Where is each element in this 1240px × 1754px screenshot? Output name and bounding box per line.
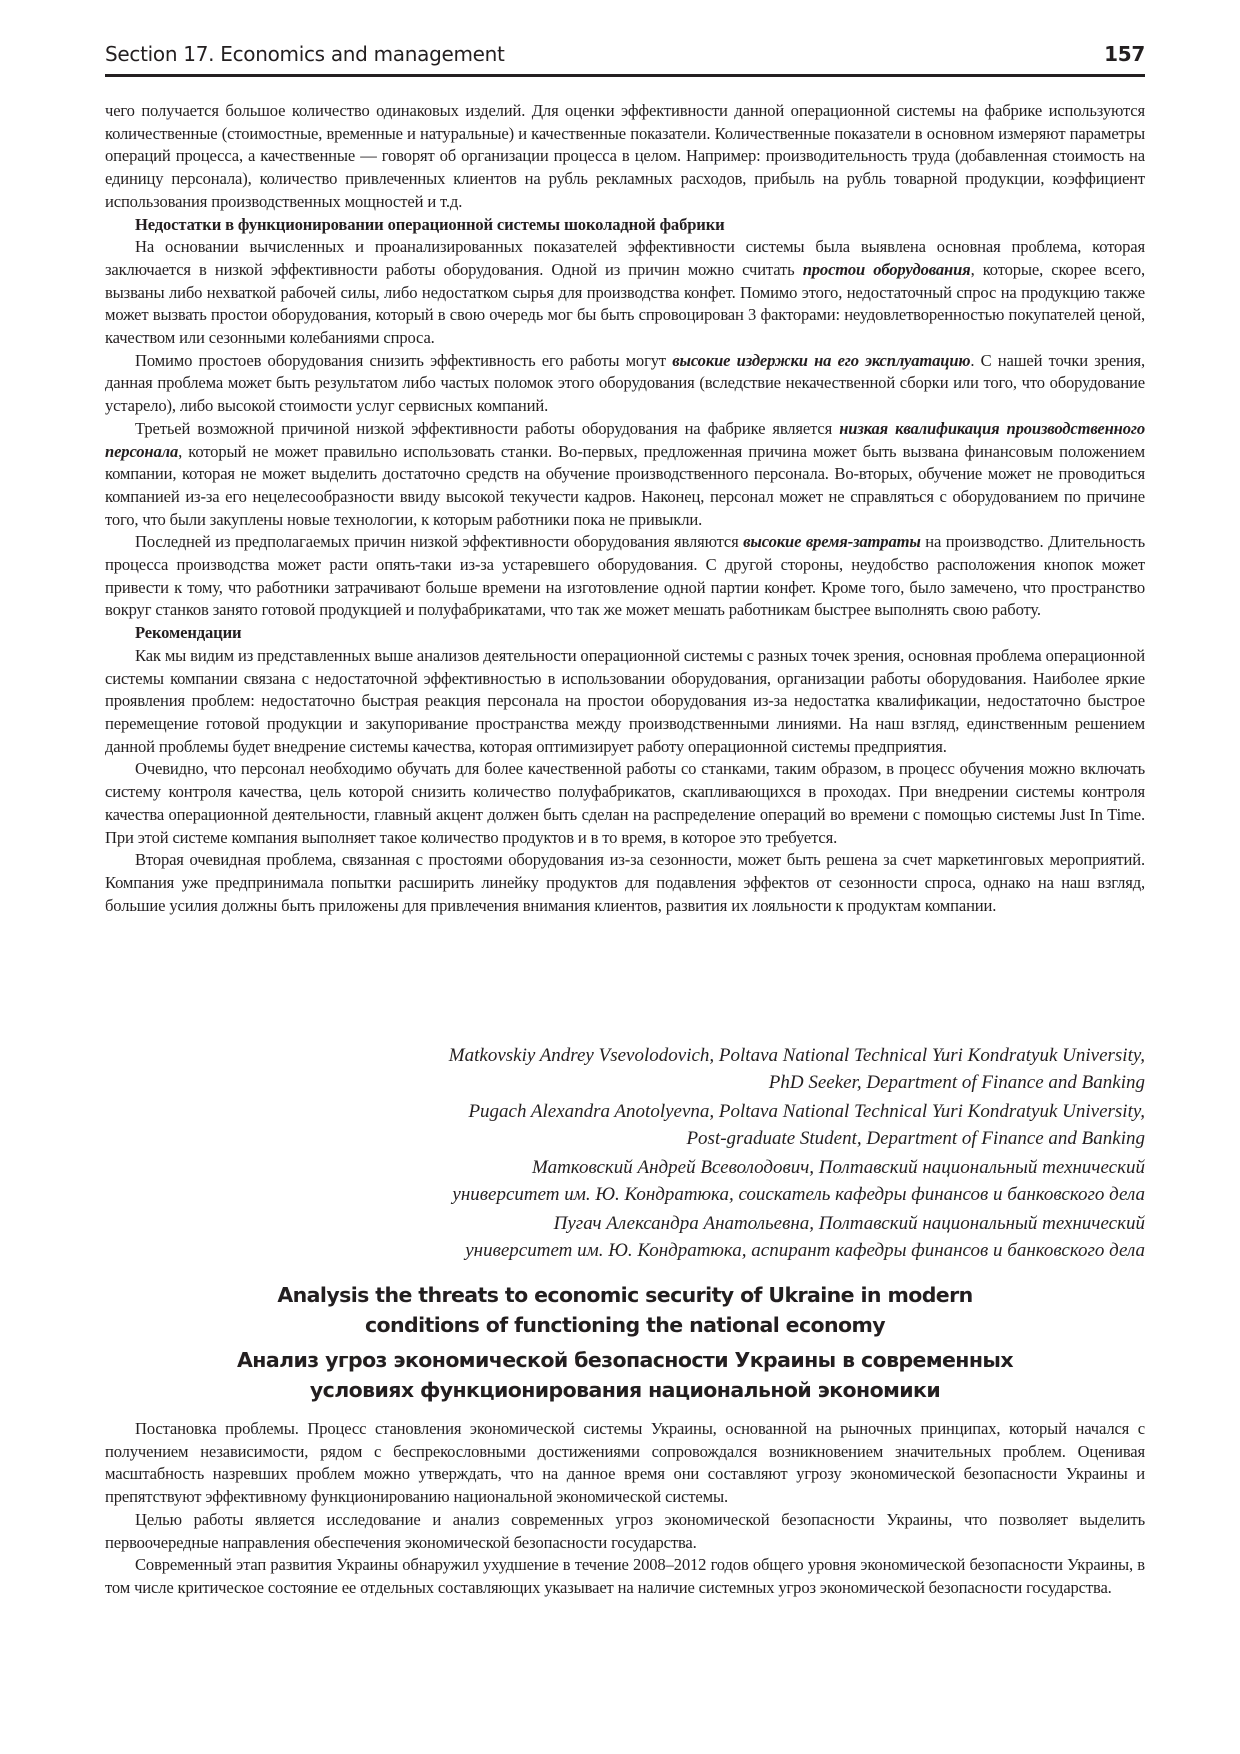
author-block <box>105 1042 1145 1266</box>
paragraph <box>105 531 1145 622</box>
author-entry <box>105 1042 1145 1096</box>
title-line: Analysis the threats to economic security of Ukraine in modern <box>277 1283 973 1307</box>
author-line: университет им. Ю. Кондратюка, аспирант кафедры финансов и банковского дела <box>465 1240 1145 1261</box>
title-line: условиях функционирования национальной экономики <box>309 1378 941 1402</box>
paragraph: Постановка проблемы. Процесс становления экономической системы Украины, основанной на рыночных принципах, который начался с получением независимости, рядом с беспрекословными достижениями сопровождался возникновением значительных проблем. Оценивая масштабность назревших проблем можно утверждать, что на данное время они составляют угрозу экономической безопасности Украины и препятствуют эффективному функционированию национальной экономической системы. <box>105 1419 1145 1507</box>
article-title-english <box>105 1280 1145 1340</box>
paragraph: чего получается большое количество одинаковых изделий. Для оценки эффективности данной операционной системы на фабрике используются количественные (стоимостные, временные и натуральные) и качественные показатели. Количественные показатели в основном измеряют параметры операций процесса, а качественные — говорят об организации процесса в целом. Например: производительность труда (добавленная стоимость на единицу персонала), количество привлеченных клиентов на рубль рекламных расходов, прибыль на рубль товарной продукции, коэффициент использования производственных мощностей и т.д. <box>105 101 1145 211</box>
paragraph <box>105 418 1145 532</box>
running-header <box>105 40 1145 77</box>
title-line: Анализ угроз экономической безопасности Украины в современных <box>237 1348 1013 1372</box>
author-line: Matkovskiy Andrey Vsevolodovich, Poltava National Technical Yuri Kondratyuk University, <box>448 1045 1145 1066</box>
text-run: . С нашей точки зрения, данная проблема может быть результатом либо частых поломок этого оборудования (вследствие некачественной сборки или того, что оборудование устарело), либо высокой стоимости услуг сервисных компаний. <box>105 350 1145 416</box>
author-entry <box>105 1210 1145 1264</box>
text-run: Последней из предполагаемых причин низкой эффективности оборудования являются <box>135 532 744 552</box>
emphasis: низкая квалификация производственного персонала <box>105 418 1145 461</box>
author-line: университет им. Ю. Кондратюка, соискатель кафедры финансов и банковского дела <box>452 1184 1145 1205</box>
section-title: Section 17. Economics and management <box>105 42 505 66</box>
title-line: conditions of functioning the national economy <box>364 1313 885 1337</box>
text-run: , который не может правильно использовать станки. Во-первых, предложенная причина может быть вызвана финансовым положением компании, которая не может выделить достаточно средств на обучение производственного персонала. Во-вторых, обучение может не проводиться компанией из-за его нецелесообразности ввиду высокой текучести кадров. Наконец, персонал может не справляться с оборудованием по причине того, что были закуплены новые технологии, к которым работники пока не привыкли. <box>105 441 1145 529</box>
text-run: на производство. Длительность процесса производства может расти опять-таки из-за устаревшего оборудования. С другой стороны, неудобство расположения кнопок может привести к тому, что работники затрачивают больше времени на изготовление одной партии конфет. Кроме того, было замечено, что пространство вокруг станков занято готовой продукцией и полуфабрикатами, что так же может мешать работникам быстрее выполнять свою работу. <box>105 532 1145 620</box>
page-number: 157 <box>1104 42 1145 66</box>
emphasis: простои оборудования <box>802 259 971 279</box>
paragraph: Как мы видим из представленных выше анализов деятельности операционной системы с разных точек зрения, основная проблема операционной системы компании связана с недостаточной эффективностью в использовании оборудования, организации работы оборудования. Наиболее яркие проявления проблем: недостаточно быстрая реакция персонала на простои оборудования из-за недостатка квалификации, недостаточно быстрое перемещение готовой продукции и закупоривание пространства между производственными линиями. На наш взгляд, единственным решением данной проблемы будет внедрение системы качества, которая оптимизирует работу операционной системы предприятия. <box>105 645 1146 756</box>
author-line: Матковский Андрей Всеволодович, Полтавский национальный технический <box>532 1157 1145 1178</box>
article-body <box>105 1418 1145 1600</box>
text-run: , которые, скорее всего, вызваны либо нехваткой рабочей силы, либо недостатком сырья для производства конфет. Помимо этого, недостаточный спрос на продукцию также может вызвать простои оборудования, который в свою очередь мог бы быть спровоцирован 3 факторами: неудовлетворенностью покупателей ценой, качеством или сезонными колебаниями спроса. <box>105 259 1146 348</box>
author-entry <box>105 1154 1145 1208</box>
paragraph: Целью работы является исследование и анализ современных угроз экономической безопасности Украины, что позволяет выделить первоочередные направления обеспечения экономической безопасности государства. <box>105 1509 1145 1552</box>
emphasis: высокие время-затраты <box>743 532 921 552</box>
section-heading-shortcomings: Недостатки в функционировании операционной системы шоколадной фабрики <box>135 214 725 234</box>
text-run: На основании вычисленных и проанализированных показателей эффективности системы была выявлена основная проблема, которая заключается в низкой эффективности работы оборудования. Одной из причин можно считать <box>105 237 1145 279</box>
paragraph: Очевидно, что персонал необходимо обучать для более качественной работы со станками, таким образом, в процесс обучения можно включать систему контроля качества, цель которой снизить количество полуфабрикатов, скапливающихся в проходах. При внедрении системы контроля качества операционной деятельности, главный акцент должен быть сделан на распределение операций во времени с помощью системы Just In Time. При этой системе компания выполняет такое количество продуктов и в то время, в которое это требуется. <box>105 759 1145 847</box>
text-run: Третьей возможной причиной низкой эффективности работы оборудования на фабрике является <box>135 418 840 438</box>
emphasis: высокие издержки на его эксплуатацию <box>672 350 971 370</box>
author-line: Пугач Александра Анатольевна, Полтавский национальный технический <box>553 1213 1145 1234</box>
article-continuation <box>105 100 1145 917</box>
author-line: Post-graduate Student, Department of Finance and Banking <box>686 1128 1145 1149</box>
author-line: Pugach Alexandra Anotolyevna, Poltava National Technical Yuri Kondratyuk University, <box>468 1101 1145 1122</box>
paragraph: Современный этап развития Украины обнаружил ухудшение в течение 2008–2012 годов общего уровня экономической безопасности Украины, в том числе критическое состояние ее отдельных составляющих указывает на наличие системных угроз экономической безопасности государства. <box>105 1555 1145 1597</box>
paragraph <box>105 236 1145 350</box>
author-line: PhD Seeker, Department of Finance and Banking <box>768 1072 1145 1093</box>
paragraph <box>105 350 1145 418</box>
author-entry <box>105 1098 1145 1152</box>
text-run: Помимо простоев оборудования снизить эффективность его работы могут <box>135 350 673 370</box>
section-heading-recommendations: Рекомендации <box>135 623 242 643</box>
article-title-russian <box>105 1345 1145 1405</box>
paragraph: Вторая очевидная проблема, связанная с простоями оборудования из-за сезонности, может быть решена за счет маркетинговых мероприятий. Компания уже предпринимала попытки расширить линейку продуктов для подавления эффектов от сезонности спроса, однако на наш взгляд, большие усилия должны быть приложены для привлечения внимания клиентов, развития их лояльности к продуктам компании. <box>105 850 1145 915</box>
